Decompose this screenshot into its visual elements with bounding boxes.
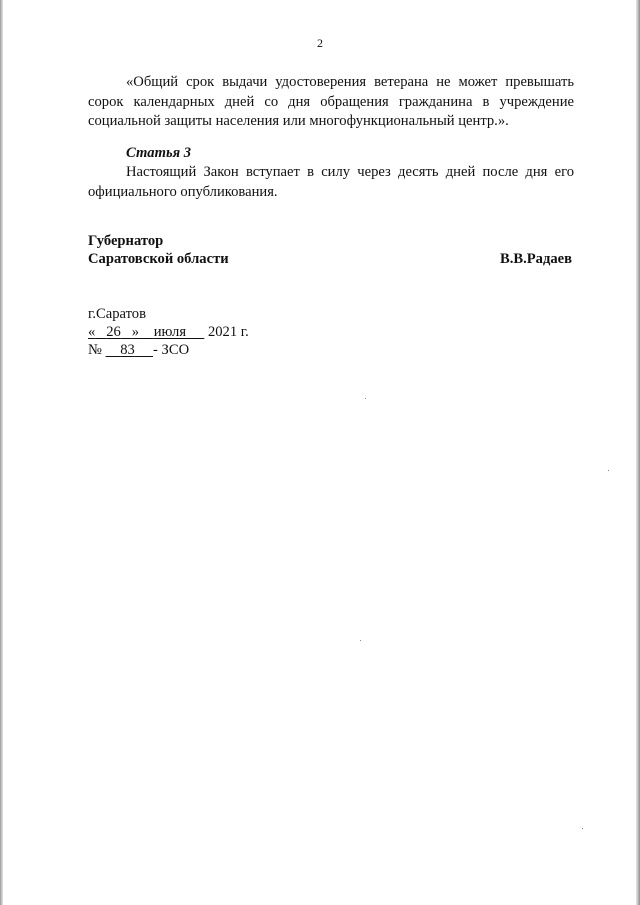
date-pad — [139, 324, 154, 340]
document-number: 83 — [120, 342, 135, 358]
signature-title-line-1: Губернатор — [88, 233, 164, 249]
scan-edge-left — [0, 0, 3, 905]
date-line — [88, 323, 249, 341]
number-line — [88, 341, 249, 359]
scan-speck — [365, 398, 366, 399]
number-pad — [106, 342, 121, 358]
scan-edge-right — [636, 0, 640, 905]
number-pad — [135, 342, 153, 358]
date-year: 2021 г. — [207, 324, 249, 340]
date-pad — [95, 324, 106, 340]
signature-title — [88, 232, 229, 268]
scan-speck — [582, 828, 583, 829]
signatory-name: В.В.Радаев — [499, 251, 572, 267]
article-heading: Статья 3 — [126, 145, 192, 161]
date-pad — [186, 324, 204, 340]
date-day: 26 — [106, 324, 121, 340]
paragraph-effective-date: Настоящий Закон вступает в силу через десять дней после дня его официального опубликования. — [88, 164, 574, 200]
date-open-quote: « — [88, 324, 96, 340]
signature-title-line-2: Саратовской области — [88, 251, 229, 267]
page-number: 2 — [317, 36, 323, 50]
city-line: г.Саратов — [88, 306, 146, 322]
date-month: июля — [153, 324, 187, 340]
scan-speck — [608, 470, 609, 471]
scan-speck — [360, 640, 361, 641]
number-sign: № — [88, 342, 102, 358]
date-pad — [121, 324, 132, 340]
paragraph-amendment-text: «Общий срок выдачи удостоверения ветерана не может превышать сорок календарных дней со дня обращения гражданина в учреждение социальной защиты населения или многофункциональный центр.». — [88, 74, 574, 129]
date-close-quote: » — [131, 324, 140, 340]
place-date-block — [88, 305, 249, 359]
number-suffix: - ЗСО — [153, 342, 190, 358]
